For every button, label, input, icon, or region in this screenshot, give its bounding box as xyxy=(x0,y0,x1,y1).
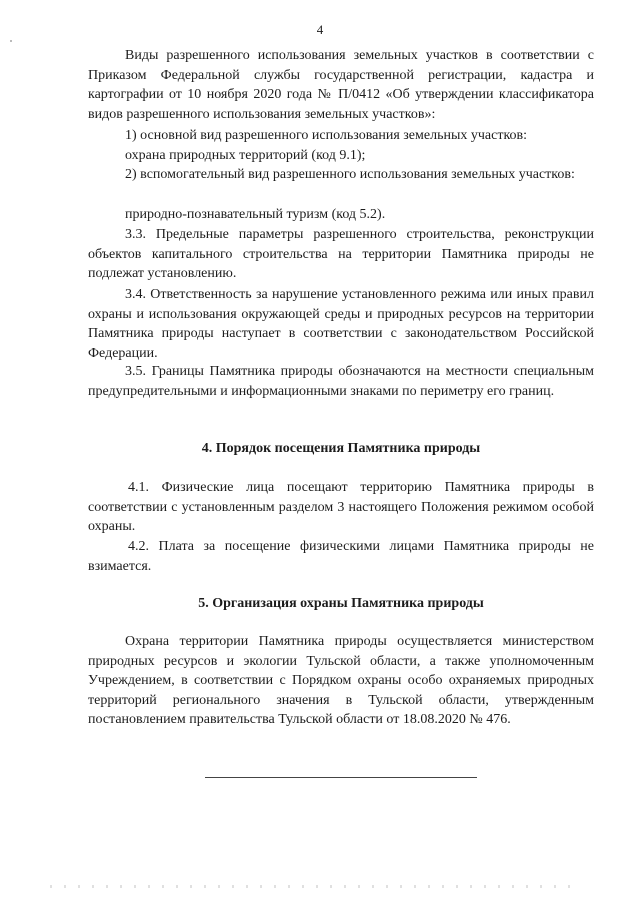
paragraph-4-1: 4.1. Физические лица посещают территорию Памятника природы в соответствии с установленным разделом 3 настоящего Положения режимом особой охраны. xyxy=(88,480,594,535)
paragraph-4-2: 4.2. Плата за посещение физическими лицами Памятника природы не взимается. xyxy=(88,539,594,574)
item2-title: 2) вспомогательный вид разрешенного использования земельных участков: xyxy=(125,167,575,182)
paragraph-3-5: 3.5. Границы Памятника природы обозначаются на местности специальным предупредительными и информационными знаками по периметру его границ. xyxy=(88,364,594,399)
item2-value: природно-познавательный туризм (код 5.2). xyxy=(125,207,386,222)
item1-title: 1) основной вид разрешенного использования земельных участков: xyxy=(125,128,528,143)
item1-value: охрана природных территорий (код 9.1); xyxy=(125,148,366,163)
intro-paragraph: Виды разрешенного использования земельных участков в соответствии с Приказом Федеральной службы государственной регистрации, кадастра и картографии от 10 ноября 2020 года № П/0412 «Об утверждении классификатора видов разрешенного использования земельных участков»: xyxy=(88,48,594,122)
paragraph-5: Охрана территории Памятника природы осуществляется министерством природных ресурсов и экологии Тульской области, а также уполномоченным Учреждением, в соответствии с Порядком охраны особо охраняемых природных территорий регионального значения в Тульской области, утвержденным постановлением правительства Тульской области от 18.08.2020 № 476. xyxy=(88,634,594,728)
scan-noise xyxy=(50,885,570,888)
paragraph-3-4: 3.4. Ответственность за нарушение установленного режима или иных правил охраны и использования окружающей среды и природных ресурсов на территории Памятника природы наступает в соответствии с законодательством Российской Федерации. xyxy=(88,287,594,361)
end-separator-line xyxy=(205,777,477,778)
page-number: 4 xyxy=(316,22,324,37)
section-4-heading: 4. Порядок посещения Памятника природы xyxy=(201,441,481,456)
scan-artifact xyxy=(10,40,12,42)
paragraph-3-3: 3.3. Предельные параметры разрешенного строительства, реконструкции объектов капитального строительства на территории Памятника природы не подлежат установлению. xyxy=(88,227,594,282)
section-5-heading: 5. Организация охраны Памятника природы xyxy=(198,596,484,611)
